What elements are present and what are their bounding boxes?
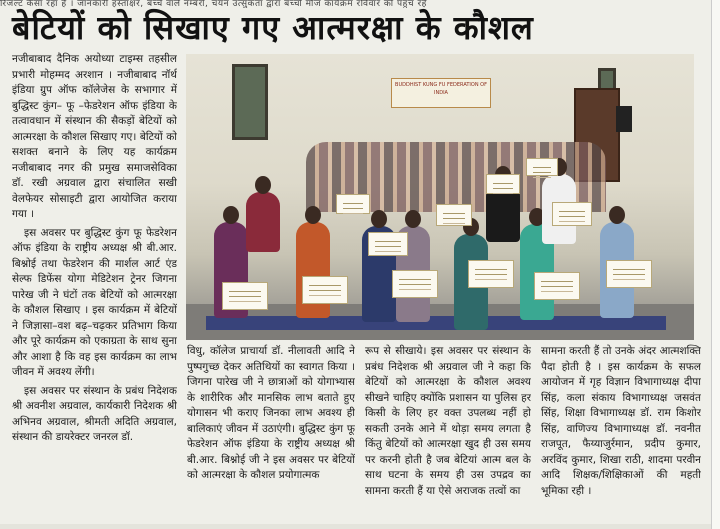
blue-mat — [206, 316, 666, 330]
certificate — [486, 174, 520, 194]
article-left-column — [12, 52, 177, 524]
certificate — [368, 232, 408, 256]
article-bottom-column-3 — [541, 344, 701, 524]
paragraph-6: सामना करती हैं तो उनके अंदर आत्मशक्ति पैदा होती है । इस कार्यक्रम के सफल आयोजन में गृह विज्ञान विभागाध्यक्ष दीपा सिंह, कला संकाय विभागाध्यक्ष जसवंत सिंह, शिक्षा विभागाध्यक्ष डॉ. राम किशोर सिंह, वाणिज्य विभागाध्यक्ष डॉ. नवनीत राजपूत, फैय्याजुर्रमान, प्रदीप कुमार, अरविंद कुमार, शिखा राठी, शादमा परवीन आदि शिक्षक/शिक्षिकाओं की महती भूमिका रही । — [541, 345, 701, 497]
federation-banner: BUDDHIST KUNG FU FEDERATION OF INDIA — [391, 78, 491, 108]
paragraph-3: इस अवसर पर संस्थान के प्रबंध निदेशक श्री अवनीश अग्रवाल, कार्यकारी निदेशक श्री अभिनव अग्रवाल, श्रीमती अदिति अग्रवाल, संस्थान की डायरेक्टर जनरल डॉ. — [12, 384, 177, 443]
certificate — [468, 260, 514, 288]
certificate — [222, 282, 268, 310]
article-bottom-column-1 — [187, 344, 355, 524]
student-8 — [246, 192, 280, 252]
previous-article-strip: रिजल्ट कैसा रहा है । जानकारी हस्ताक्षर, बच्चे वाले नम्बरों, चयन उत्सुकता द्वारा बच्चों मौज कार्यक्रम रविवार को पहुंच रहे — [0, 0, 427, 8]
certificate — [302, 276, 348, 304]
certificate — [436, 204, 472, 226]
window-left — [232, 64, 268, 140]
certificate — [392, 270, 438, 298]
paragraph-1: नजीबाबाद दैनिक अयोध्या टाइम्स तहसील प्रभारी मोहम्मद अरशान । नजीबाबाद नॉर्थ इंडिया ग्रुप ऑफ कॉलेजेस के सभागार में बुद्धिस्ट कुंग– फू –फेडरेशन ऑफ इंडिया के तत्वावधान में संस्थान की सैकड़ों बेटियों को आत्मरक्षा के कौशल सिखाए गए। बेटियों को सशक्त बनाने के लिए यह कार्यक्रम नजीबाबाद नगर की प्रमुख समाजसेविका डॉ. रखी अग्रवाल द्वारा संचालित सखी वेलफेयर सोसाइटी द्वारा आयोजित कराया गया । — [12, 53, 177, 220]
headline: बेटियों को सिखाए गए आत्मरक्षा के कौशल — [12, 8, 534, 47]
speaker — [616, 106, 632, 132]
article-bottom-column-2 — [365, 344, 531, 524]
paragraph-4: विधु, कॉलेज प्राचार्या डॉ. नीलावती आदि ने पुष्पगुच्छ देकर अतिथियों का स्वागत किया । जिगना पारेख जी ने छात्राओं को योगाभ्यास के शारीरिक और मानसिक लाभ बताते हुए योगासन भी कराए जिनका लाभ अवश्य ही बालिकाएं जीवन में उठाएंगी। बुद्धिस्ट कुंग फू फेडरेशन ऑफ इंडिया के राष्ट्रीय अध्यक्ष श्री बी.आर. बिश्नोई जी ने इस अवसर पर बेटियों को आत्मरक्षा के कौशल प्रयोगात्मक — [187, 345, 355, 481]
certificate — [534, 272, 580, 300]
paragraph-5: रूप से सीखाये। इस अवसर पर संस्थान के प्रबंध निदेशक श्री अग्रवाल जी ने कहा कि बेटियों को आत्मरक्षा के कौशल अवश्य सीखने चाहिए क्योंकि प्रशासन या पुलिस हर किसी के लिए हर वक्त उपलब्ध नहीं हो सकती उनके आने में थोड़ा समय लगता है किंतु बेटियों को आत्मरक्षा खुद ही उस समय पर करनी होती है जब बेटियां आत्म बल के साथ घटना के समय ही उस उपद्रव का सामना करती हैं या ऐसे अराजक तत्वों का — [365, 345, 531, 497]
certificate — [336, 194, 370, 214]
next-article-strip — [0, 524, 712, 529]
paragraph-2: इस अवसर पर बुद्धिस्ट कुंग फू फेडरेशन ऑफ इंडिया के राष्ट्रीय अध्यक्ष श्री बी.आर. बिश्नोई तथा फेडरेशन की मार्शल आर्ट एंड सेल्फ डिफेंस योगा मेडिटेशन ट्रेनर जिगना पारेख जी ने घंटों तक बेटियों को आत्मरक्षा के कौशल सिखाए । इस कार्यक्रम में बेटियों ने जिज्ञासा–वश बढ़–चढ़कर प्रतिभाग किया और पूरे कार्यक्रम को एकाग्रता के साथ सुना और आशा है कि वह इस कार्यक्रम का लाभ जीवन में अवश्य लेंगी। — [12, 226, 177, 378]
page-edge — [711, 0, 720, 529]
certificate — [552, 202, 592, 226]
certificate — [526, 158, 558, 176]
event-photo — [186, 54, 694, 340]
certificate — [606, 260, 652, 288]
